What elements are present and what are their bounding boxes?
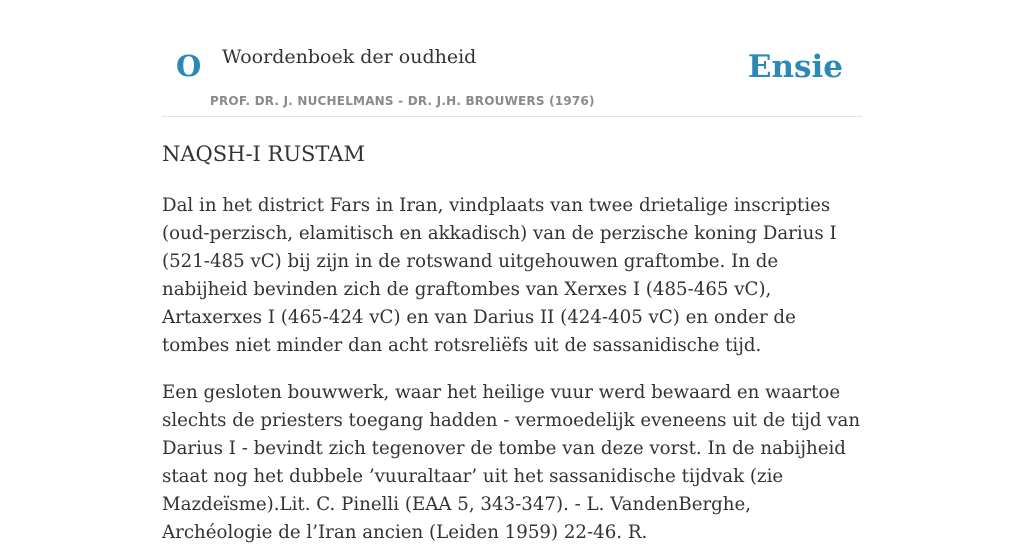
book-title-link[interactable]: Woordenboek der oudheid [222,46,477,68]
ensie-logo-link[interactable]: Ensie [747,49,843,85]
site-header [162,0,862,117]
entry-content [162,138,862,547]
letter-index-link[interactable]: O [176,49,202,83]
entry-paragraph: Dal in het district Fars in Iran, vindplaats van twee drietalige inscripties (oud-perzisch, elamitisch en akkadisch) van de perzische koning Darius I (521-485 vC) bij zijn in de rotswand uitgehouwen graftombe. In de nabijheid bevinden zich de graftombes van Xerxes I (485-465 vC), Artaxerxes I (465-424 vC) en van Darius II (424-405 vC) en onder de tombes niet minder dan acht rotsreliëfs uit de sassanidische tijd. [162,195,837,356]
book-authors: PROF. DR. J. NUCHELMANS - DR. J.H. BROUWERS (1976) [210,94,595,108]
entry-paragraph: Een gesloten bouwwerk, waar het heilige vuur werd bewaard en waartoe slechts de priesters toegang hadden - vermoedelijk eveneens uit de tijd van Darius I - bevindt zich tegenover de tombe van deze vorst. In de nabijheid staat nog het dubbele ’vuuraltaar’ uit het sassanidische tijdvak (zie Mazdeïsme).Lit. C. Pinelli (EAA 5, 343-347). - L. VandenBerghe, Archéologie de l’Iran ancien (Leiden 1959) 22-46. R. [162,382,861,543]
entry-title: NAQSH-I RUSTAM [162,142,365,166]
